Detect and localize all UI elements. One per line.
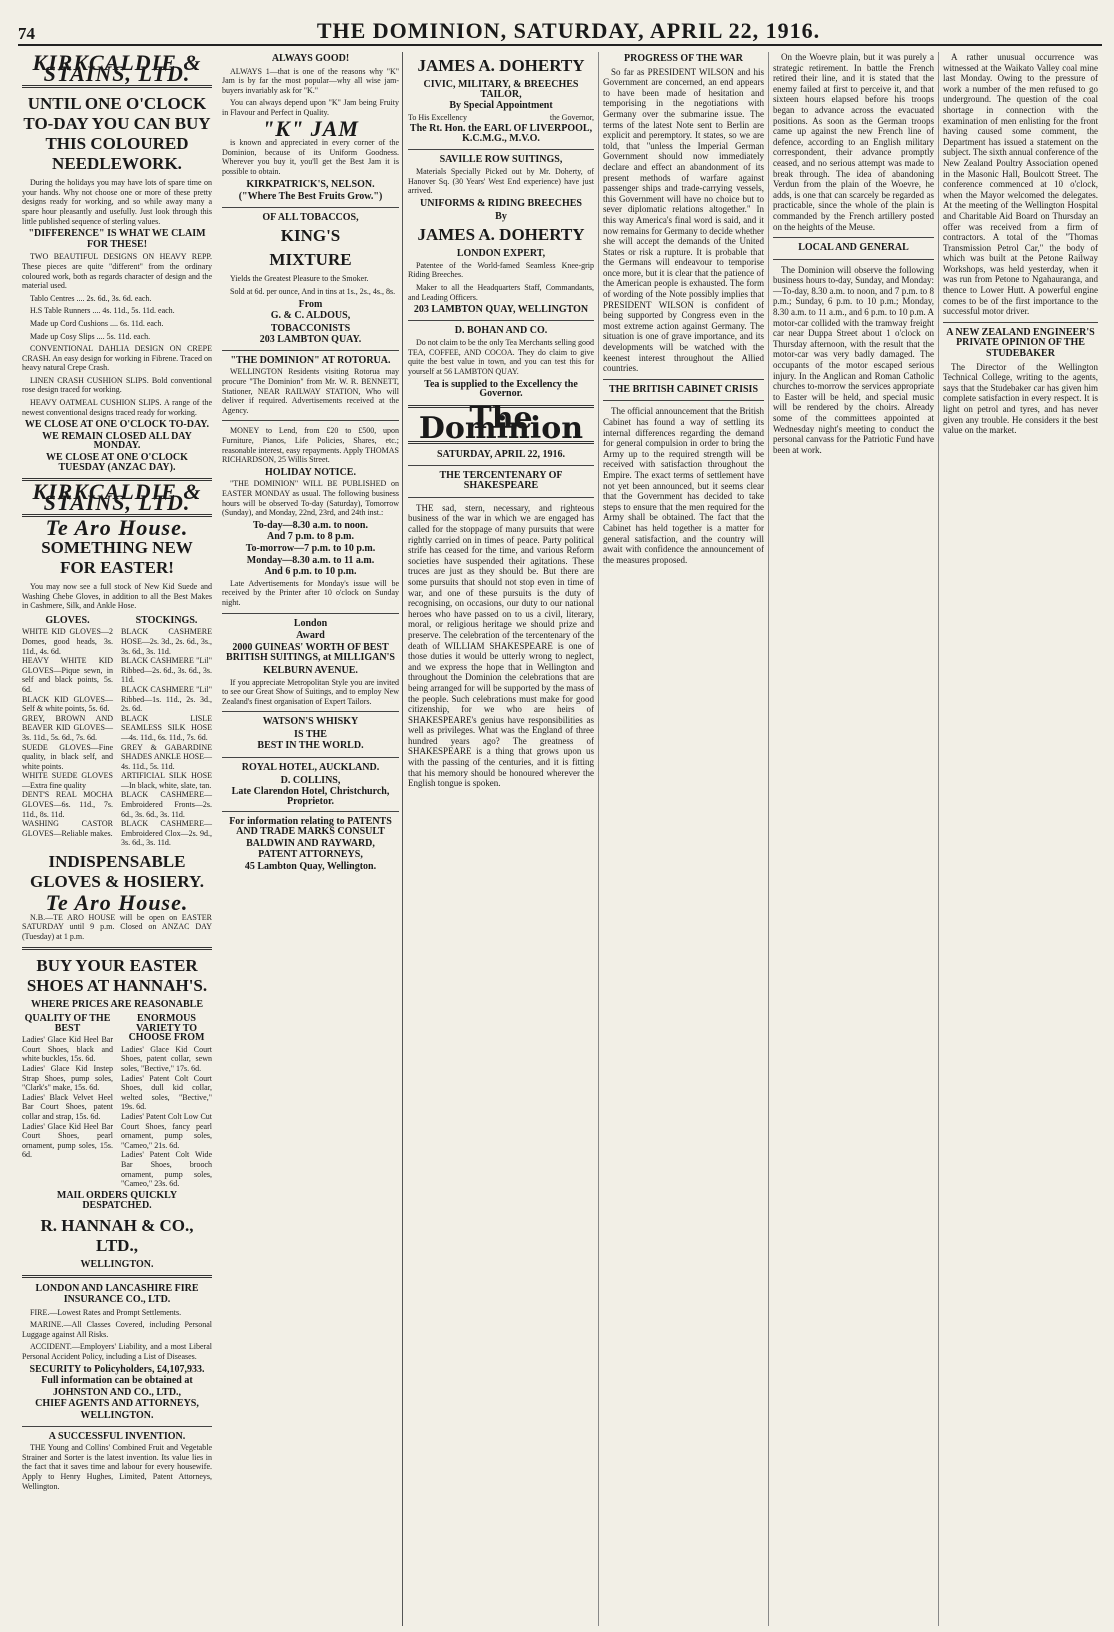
kirkcaldie-headline: UNTIL ONE O'CLOCK TO-DAY YOU CAN BUY THIS COLOURED NEEDLEWORK. [23,94,211,174]
masthead [18,10,1102,46]
te-aro-headline: SOMETHING NEW FOR EASTER! [41,538,193,577]
patents-address: 45 Lambton Quay, Wellington. [244,860,377,872]
kirkcaldie-item: Made up Cord Cushions .... 6s. 11d. each. [30,318,164,328]
shoe-item: Ladies' Patent Colt Wide Bar Shoes, brooch ornament, pump soles, "Cameo," 23s. 6d. [121,1150,212,1189]
glove-item: HEAVY WHITE KID GLOVES—Pique sewn, in self and black points, 5s. 6d. [22,656,113,694]
watson-line: BEST IN THE WORLD. [257,740,364,752]
hannah-left-heading: QUALITY OF THE BEST [24,1013,111,1034]
dominion-masthead: The Dominion [418,400,584,447]
always-good: ALWAYS GOOD! [271,53,350,64]
te-aro-intro: You may now see a full stock of New Kid Suede and Washing Chebe Gloves, in addition to all the Best Makes in Cashmere, Silk, and Ankle Hose. [22,582,212,611]
milligan-award: Award [296,630,325,642]
closing-notice: WE CLOSE AT ONE O'CLOCK TUESDAY (ANZAC DAY). [46,452,188,473]
watson-line: IS THE [294,728,327,740]
aldous-role: TOBACCONISTS [270,322,351,334]
k-jam-body: is known and appreciated in every corner of the Dominion, because of its Uniform Goodness. Wherever you buy it, you'll get the Best Jam it is possible to obtain. [222,138,399,176]
rotorua-body: WELLINGTON Residents visiting Rotorua may procure "The Dominion" from Mr. W. R. BENNETT, Stationer, NEAR RAILWAY STATION, Who will deliver if required. Advertisements received at the Agency. [222,367,399,415]
london-expert: LONDON EXPERT, [456,248,546,260]
leader-title: THE TERCENTENARY OF SHAKESPEARE [439,469,563,492]
editorial-column [404,52,598,1626]
money-lend: MONEY to Lend, from £20 to £500, upon Furniture, Pianos, Life Policies, Shares, etc.; reasonable interest, easy repayments. Apply THOMAS RICHARDSON, 25 Willis Street. [222,426,399,465]
war-column [598,52,768,1626]
glove-item: WHITE KID GLOVES—2 Domes, good heads, 3s. 11d., 4s. 6d. [22,627,113,656]
always-text: ALWAYS 1—that is one of the reasons why "K" Jam is by far the most popular—why all wise jam-buyers invariably ask for "K." [222,66,399,95]
maker: Maker to all the Headquarters Staff, Commandants, and Leading Officers. [408,282,594,302]
kings-title: KING'S [280,226,341,246]
local-body: The Dominion will observe the following business hours to-day, Sunday, and Monday:—To-day, 8.30 a.m. to noon, and 7 p.m. to 8 p.m.; Sunday, 6 p.m. to 10 p.m.; Monday, 8.30 a.m. to 11 a.m., and 6 p.m. to 10 p.m. A motor-car collided with the tramway freight car near Duppa Street about 1 o'clock on Thursday afternoon, with the result that the motor-car was very badly damaged. The occupants of the motor escaped serious injury. In the Anglican and Roman Catholic churches to-morrow the services appropriate to Easter will be held, and special music will be rendered by the choirs. Already some of the committees appointed at Wednesday night's meeting to conduct the personal canvass for the Patriotic Fund have been at work. [773,264,934,455]
mixture-price: Sold at 6d. per ounce, And in tins at 1s., 2s., 4s., 8s. [230,286,396,296]
hannah-headline: BUY YOUR EASTER SHOES AT HANNAH'S. [26,956,208,996]
insurance-agent: JOHNSTON AND CO., LTD., [52,1386,182,1398]
bohan-body: Do not claim to be the only Tea Merchants selling good TEA, COFFEE, AND COCOA. They do claim to give quite the best value in town, and you can test this for yourself at 56 LAMBTON QUAY. [408,338,594,377]
engineer-body: The Director of the Wellington Technical College, writing to the agents, says that the Studebaker car has given him complete satisfaction in every respect. It is light on petrol and tyres, and has never given any trouble. He considers it the best value on the market. [943,361,1098,436]
stocking-item: BLACK CASHMERE—Embroidered Fronts—2s. 6d., 3s. 6d., 3s. 11d. [121,790,212,819]
depend-text: You can always depend upon "K" Jam being Fruity in Flavour and Perfect in Quality. [222,98,399,117]
milligan-headline: 2000 GUINEAS' WORTH OF BEST BRITISH SUITINGS, at MILLIGAN'S [226,641,395,664]
right-subcolumn [222,52,399,873]
mixture-title: MIXTURE [269,250,352,270]
late-ads: Late Advertisements for Monday's issue will be received by the Printer after 10 o'clock on Sunday night. [222,578,399,607]
aldous-address: 203 LAMBTON QUAY. [259,334,362,346]
stocking-item: BLACK CASHMERE—Embroidered Clox—2s. 9d., 3s. 6d., 3s. 11d. [121,819,212,848]
te-aro-house-logo-footer: Te Aro House. [45,890,189,916]
mail-orders: MAIL ORDERS QUICKLY DESPATCHED. [56,1189,178,1212]
milligan-body: If you appreciate Metropolitan Style you are invited to see our Great Show of Suitings, and to employ New Zealand's finest organisation of Expert Tailors. [222,677,399,706]
hours-line: To-morrow—7 p.m. to 10 p.m. [245,542,376,554]
kirkcaldie-brand-footer: KIRKCALDIE & STAINS, LTD. [32,479,202,515]
stocking-item: ARTIFICIAL SILK HOSE—In black, white, slate, tan. [121,771,212,790]
verdun-column [768,52,938,1626]
insurance-role: CHIEF AGENTS AND ATTORNEYS, [35,1398,199,1410]
insurance-marine: MARINE.—All Classes Covered, including Personal Luggage against All Risks. [22,1320,212,1339]
cabinet-body: The official announcement that the British Cabinet has found a way of settling its internal differences regarding the demand for general compulsion in order to bring the Army up to the required strength will be received with satisfaction throughout the Empire. The exact terms of settlement have not yet been announced, but it seems clear that the Government has decided to take steps to ensure that the men required for the Army shall be obtained. The fact that the Cabinet has held together is a matter for general satisfaction, and the country will await with confidence the announcement of the measures proposed. [603,406,764,565]
stocking-item: BLACK LISLE SEAMLESS SILK HOSE—4s. 11d., 6s. 11d., 7s. 6d. [121,713,212,742]
shoe-item: Ladies' Patent Colt Low Cut Court Shoes, fancy pearl ornament, pump soles, "Cameo," 21s. 6d. [121,1111,212,1150]
kirkcaldie-item: Made up Cosy Slips .... 5s. 11d. each. [30,331,151,341]
kirkcaldie-intro: During the holidays you may have lots of spare time on your hands. Why not choose one or more of these pretty designs ready for working, and so while away many a spare hour pleasantly and usefully. Just look through this little published sequence of sterling values. [22,178,212,226]
patents-line: For information relating to PATENTS AND TRADE MARKS CONSULT [229,816,392,838]
shoe-item: Ladies' Glace Kid Instep Strap Shoes, pump soles, "Clark's" make, 15s. 6d. [22,1063,113,1093]
glove-item: DENT'S REAL MOCHA GLOVES—6s. 11d., 7s. 11d., 8s. 11d. [22,790,113,819]
kirkcaldie-item: HEAVY OATMEAL CUSHION SLIPS. A range of the newest conventional designs traced ready for working. [22,398,212,417]
left-ad-block [18,52,403,1626]
kirkcaldie-item: Tablo Centres .... 2s. 6d., 3s. 6d. each. [30,293,152,303]
kirkcaldie-item: TWO BEAUTIFUL DESIGNS ON HEAVY REPP. These pieces are quite "different" from the ordinary coloured work, both as regards character of design and the material used. [22,252,212,291]
te-aro-house-logo: Te Aro House. [45,515,189,541]
aldous-name: G. & C. ALDOUS, [270,310,351,322]
milligan-street: KELBURN AVENUE. [263,664,358,676]
saville-heading: SAVILLE ROW SUITINGS, [439,153,563,165]
hannah-city: WELLINGTON. [80,1258,154,1270]
news-column [938,52,1102,1626]
leader-body: THE sad, stern, necessary, and righteous business of the war in which we are engaged has called for the stoppage of many pursuits that were rightly carried on in times of peace. Party political strife has ceased for the time, and various Reform societies have suspended their agitations. These truces are just as they should be. But there are some pursuits that should not stop even in time of war, and one of these pursuits is the duty of recognising, on occasions, our duty to our national heroes who have passed on to us a civil, literary, moral, or religious heritage we should prize and preserve. The celebration of the tercentenary of the death of WILLIAM SHAKESPEARE is one of those duties it would be utterly wrong to neglect, and we express the hope that in Wellington and throughout the Dominion the celebrations that are being arranged for will be supported by the mass of the people. Such celebrations must make for good citizenship, for we who are heirs of SHAKESPEARE's genius have responsibilities as well as privileges. What was the England of three hundred years ago? The greatness of SHAKESPEARE is a thing that grows upon us with the passing of the centuries, and it is fitting that his memory should be honoured wherever the English tongue is spoken. [408,502,594,789]
insurance-info: Full information can be obtained at [41,1375,193,1387]
stocking-item: GREY & GABARDINE SHADES ANKLE HOSE—4s. 11d., 5s. 11d. [121,742,212,771]
news-body: A rather unusual occurrence was witnessed at the Waikato Valley coal mine last Monday. Owing to the pressure of work a number of the men refused to go underground. The question of the coal shortage in connection with the examination of men enlisting for the front having caused some comment, the Department has issued a statement on the subject. The sixth annual conference of the New Zealand Poultry Association opened in the Masonic Hall, Boulcott Street. The conference commenced at 10 o'clock, when the Mayor welcomed the delegates. At the meeting of the Wellington Hospital and Charitable Aid Board on Thursday an offer was received from a firm of contractors. A total of the "Thomas Transmission Petrol Car," the body of which was built at the Petone Railway Workshops, was held yesterday, when it was run from Petone to Ngahauranga, and thence to Lower Hutt. A powerful engine comes to be of the first importance to the successful motor driver. [943,52,1098,317]
kirkcaldie-claim: "DIFFERENCE" IS WHAT WE CLAIM FOR THESE! [28,228,206,250]
k-jam-title: "K" JAM [262,115,359,141]
kirkpatrick-name: KIRKPATRICK'S, NELSON. [246,178,375,190]
page-number: 74 [18,24,35,43]
cabinet-heading: THE BRITISH CABINET CRISIS [608,383,759,395]
earl-line: The Rt. Hon. the EARL OF LIVERPOOL, K.C.M.G., M.V.O. [409,123,593,144]
war-body: So far as PRESIDENT WILSON and his Government are concerned, an end appears to have been made of hesitation and temporising in the negotiations with Germany over the submarine issue. The terms of the latest Note sent to Berlin are explicit and peremptory. It states, so we are told, that "unless the Imperial German Government should now immediately declare and effect an abandonment of its present methods of warfare against passenger ships and trade-carrying vessels, this Government will have no choice but to sever diplomatic relations altogether." In this way America's final word is said, and it now remains for Germany to decide whether she will accept the demands of the United States or risk a rupture. It is probable that the Germans will endeavour to temporise once more, but it is clear that the patience of the American people is exhausted. The form of wording of the Note possibly implies that PRESIDENT WILSON is confident of being supported by Congress even in the most extreme action against Germany. The situation is one of grave importance, and its developments will be watched with the keenest interest throughout the Allied countries. [603,66,764,374]
patents-firm: BALDWIN AND RAYWARD, [246,837,375,849]
doherty-address: 203 LAMBTON QUAY, WELLINGTON [413,304,589,316]
gloves-heading: GLOVES. [45,614,90,626]
hours-line: And 6 p.m. to 10 p.m. [264,566,357,578]
invention-body: THE Young and Collins' Combined Fruit and Vegetable Strainer and Sorter is the latest invention. Its value lies in the fact that it saves time and labour for every housewife. Apply to Henry Hughes, Limited, Patent Attorneys, Wellington. [22,1443,212,1491]
rotorua-heading: "THE DOMINION" AT ROTORUA. [230,354,391,366]
holiday-heading: HOLIDAY NOTICE. [265,466,356,478]
hours-line: And 7 p.m. to 8 p.m. [267,531,354,543]
hours-line: Monday—8.30 a.m. to 11 a.m. [246,554,375,566]
kirkcaldie-item: LINEN CRASH CUSHION SLIPS. Bold conventional rose design traced for working. [22,375,212,395]
hannah-right-heading: ENORMOUS VARIETY TO CHOOSE FROM [128,1013,205,1044]
insurance-city: WELLINGTON. [80,1410,154,1421]
glove-item: GREY, BROWN AND BEAVER KID GLOVES—3s. 11d., 5s. 6d., 7s. 6d. [22,713,113,742]
stocking-item: BLACK CASHMERE HOSE—2s. 3d., 2s. 6d., 3s., 3s. 6d., 3s. 11d. [121,627,212,656]
milligan-location: London [293,617,328,629]
kirkcaldie-item: CONVENTIONAL DAHLIA DESIGN ON CREPE CRASH. An easy design for working in Fibrene. Traced on heavy natural Crepe Crash. [22,344,212,373]
royal-prev: Late Clarendon Hotel, Christchurch, Proprietor. [231,786,390,807]
royal-owner: D. COLLINS, [280,774,341,786]
shoe-item: Ladies' Black Velvet Heel Bar Court Shoes, patent collar and strap, 15s. 6d. [22,1092,113,1121]
engineer-heading: A NEW ZEALAND ENGINEER'S PRIVATE OPINION OF THE STUDEBAKER [946,326,1095,360]
the-governor: the Governor, [549,112,594,122]
saville-body: Materials Specially Picked out by Mr. Doherty, of Hanover Sq. (30 Years' West End experience) have just arrived. [408,167,594,196]
insurance-name: LONDON AND LANCASHIRE FIRE INSURANCE CO., LTD. [35,1283,199,1306]
glove-item: WASHING CASTOR GLOVES—Reliable makes. [22,819,113,838]
te-aro-note: N.B.—TE ARO HOUSE will be open on EASTER SATURDAY until 9 p.m. Closed on ANZAC DAY (Tuesday) at 1 p.m. [22,912,212,941]
war-heading: PROGRESS OF THE WAR [623,53,743,64]
shoe-item: Ladies' Glace Kid Heel Bar Court Shoes, black and white buckles, 15s. 6d. [22,1035,113,1064]
stocking-item: BLACK CASHMERE "Lil" Ribbed—2s. 6d., 3s. 6d., 3s. 11d. [121,656,212,685]
glove-item: WHITE SUEDE GLOVES—Extra fine quality [22,771,113,790]
doherty-name-2: JAMES A. DOHERTY [417,225,585,245]
appointment: By Special Appointment [449,100,553,112]
invention-heading: A SUCCESSFUL INVENTION. [48,1430,186,1442]
shoe-item: Ladies' Glace Kid Court Shoes, patent collar, sewn soles, "Bective," 17s. 6d. [121,1044,212,1073]
hours-line: To-day—8.30 a.m. to noon. [253,519,368,531]
closing-notice: WE CLOSE AT ONE O'CLOCK TO-DAY. [24,419,210,431]
bohan-name: D. BOHAN AND CO. [454,324,548,336]
kirkcaldie-item: H.S Table Runners .... 4s. 11d., 5s. 11d. each. [30,306,175,316]
from-label: From [298,298,323,310]
hannah-sub: WHERE PRICES ARE REASONABLE [31,999,203,1011]
doherty-role: CIVIC, MILITARY, & BREECHES TAILOR, [423,79,579,100]
royal-hotel: ROYAL HOTEL, AUCKLAND. [241,762,380,774]
insurance-security: SECURITY to Policyholders, £4,107,933. [29,1363,205,1375]
hannah-firm: R. HANNAH & CO., LTD., [40,1215,194,1255]
paper-dateline: THE DOMINION, SATURDAY, APRIL 22, 1916. [316,18,821,43]
uniforms-heading: UNIFORMS & RIDING BREECHES [420,197,582,209]
glove-item: BLACK KID GLOVES—Self & white points, 5s. 6d. [22,694,113,714]
patents-role: PATENT ATTORNEYS, [258,849,363,861]
patentee: Patentee of the World-famed Seamless Knee-grip Riding Breeches. [408,260,594,280]
by-label: By [495,210,507,222]
watson-heading: WATSON'S WHISKY [262,716,359,728]
dominion-date: SATURDAY, APRIL 22, 1916. [437,449,565,461]
shoe-item: Ladies' Patent Colt Court Shoes, dull kid collar, welted soles, "Bective," 19s. 6d. [121,1073,212,1112]
hosiery-banner: INDISPENSABLE GLOVES & HOSIERY. [29,852,205,892]
stockings-heading: STOCKINGS. [135,614,198,626]
holiday-body: "THE DOMINION" WILL BE PUBLISHED on EASTER MONDAY as usual. The following business hours will be observed To-day (Saturday), Tomorrow (Sunday), and Monday, 22nd, 23rd, and 24th inst.: [222,479,399,518]
doherty-name: JAMES A. DOHERTY [417,56,585,75]
local-heading: LOCAL AND GENERAL [798,242,909,254]
shoe-item: Ladies' Glace Kid Heel Bar Court Shoes, pearl ornament, pump soles, 15s. 6d. [22,1121,113,1160]
stocking-item: BLACK CASHMERE "Lil" Ribbed—1s. 11d., 2s. 3d., 2s. 6d. [121,684,212,714]
insurance-fire: FIRE.—Lowest Rates and Prompt Settlements. [30,1307,182,1317]
kirkpatrick-sub: ("Where The Best Fruits Grow.") [238,191,383,203]
tobacco-line: OF ALL TOBACCOS, [262,211,359,223]
to-his-excellency: To His Excellency [408,112,467,122]
left-subcolumn [22,52,212,1494]
bohan-note: Tea is supplied to the Excellency the Governor. [424,378,578,400]
verdun-body: On the Woevre plain, but it was purely a strategic retirement. In battle the French retired their line, and it is stated that the enemy failed at first to perceive it, and that sixteen hours elapsed before his troops began to advance across the evacuated positions. As soon as the German troops came up against the new French line of defence, according to an English military correspondent, their advance promptly ceased, and no serious attempt was made to break through. The idea of abandoning Verdun from the plain of the Woevre, he adds, is one that can scarcely be regarded as practicable, since the whole of the plain is commanded by the French artillery posted on the heights of the Meuse. [773,52,934,232]
kirkcaldie-brand: KIRKCALDIE & STAINS, LTD. [32,52,202,86]
glove-item: SUEDE GLOVES—Fine quality, in black self, and white points. [22,742,113,771]
insurance-accident: ACCIDENT.—Employers' Liability, and a most Liberal Personal Accident Policy, including a List of Diseases. [22,1342,212,1362]
closing-notice: WE REMAIN CLOSED ALL DAY MONDAY. [42,430,192,452]
mixture-body: Yields the Greatest Pleasure to the Smoker. [230,274,369,284]
